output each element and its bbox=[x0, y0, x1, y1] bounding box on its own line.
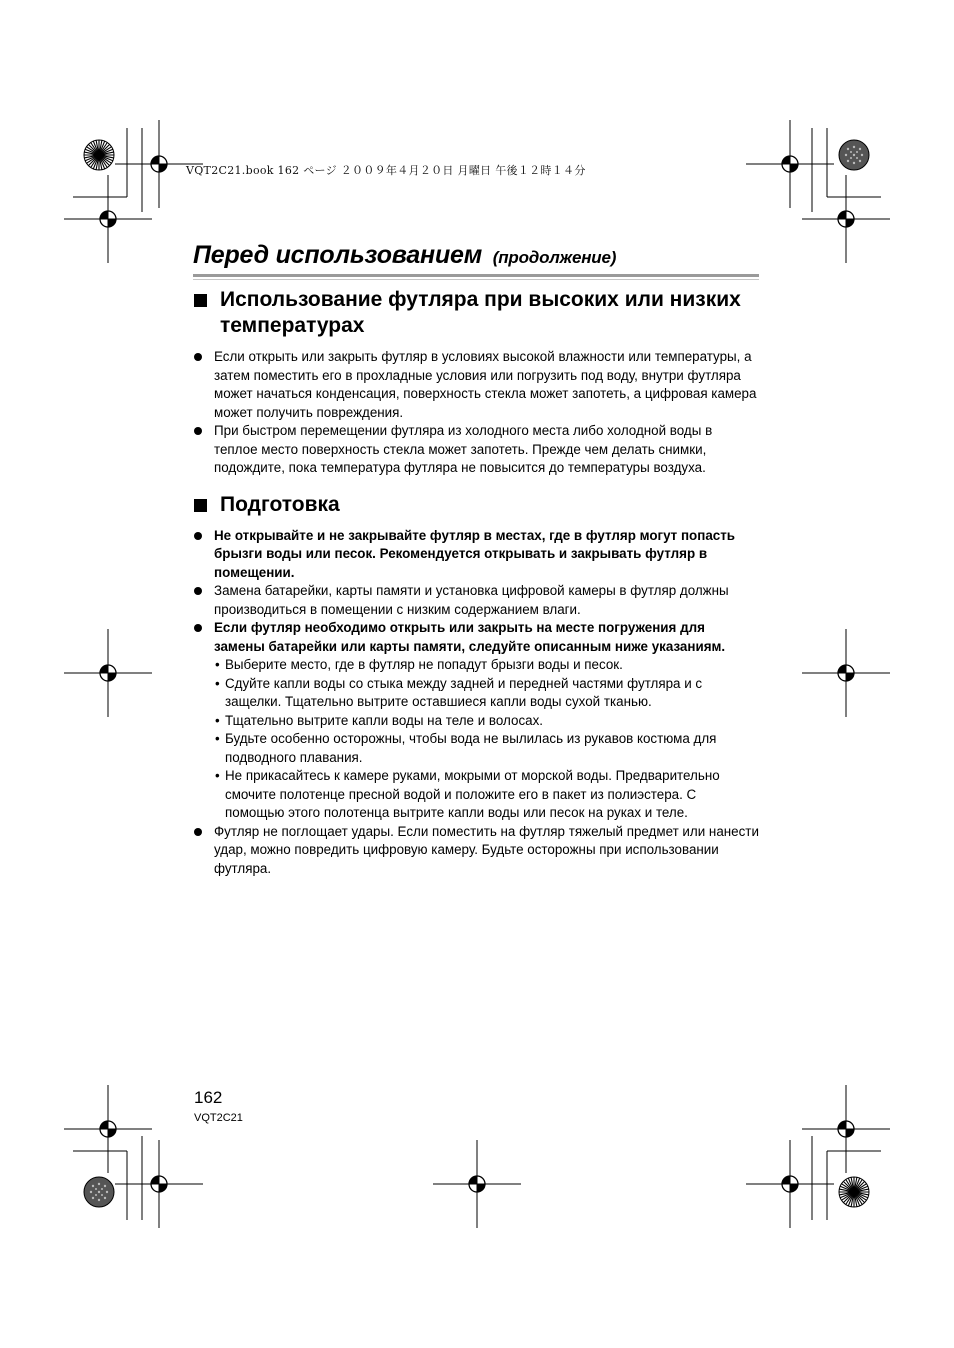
list-item bbox=[193, 422, 759, 478]
sub-list-item bbox=[214, 730, 759, 767]
print-header: VQT2C21.book 162 ページ ２００９年４月２０日 月曜日 午後１２時１４分 bbox=[186, 164, 586, 177]
square-bullet-icon bbox=[194, 499, 207, 512]
sub-list-item-text: Будьте особенно осторожны, чтобы вода не вылилась из рукавов костюма для подводного плавания. bbox=[225, 731, 717, 765]
title-rule bbox=[193, 274, 759, 277]
sub-list-item-text: Выберите место, где в футляр не попадут брызги воды и песок. bbox=[225, 657, 623, 672]
list-item bbox=[193, 527, 759, 583]
bullet-icon bbox=[194, 828, 202, 836]
sub-list-item-text: Тщательно вытрите капли воды на теле и волосах. bbox=[225, 712, 543, 728]
section-heading-preparation bbox=[193, 492, 759, 518]
title-rule-thin bbox=[193, 279, 759, 280]
page-title-suffix: (продолжение) bbox=[492, 248, 617, 267]
document-code: VQT2C21 bbox=[194, 1112, 243, 1124]
bullet-icon bbox=[194, 532, 202, 540]
bullet-icon bbox=[194, 353, 202, 361]
section-heading-text: Подготовка bbox=[220, 492, 340, 516]
bullet-icon bbox=[194, 587, 202, 595]
list-item-text: При быстром перемещении футляра из холодного места либо холодной воды в теплое место поверхность стекла может запотеть. Прежде чем делать снимки, подождите, пока температура футляра не повысится до температуры воздуха. bbox=[214, 423, 713, 475]
sub-list bbox=[214, 656, 759, 823]
list-item-text: Футляр не поглощает удары. Если поместить на футляр тяжелый предмет или нанести удар, можно повредить цифровую камеру. Будьте осторожны при использовании футляра. bbox=[214, 823, 759, 876]
temperature-list bbox=[193, 348, 759, 478]
sub-list-item bbox=[214, 712, 759, 731]
square-bullet-icon bbox=[194, 294, 207, 307]
list-item bbox=[193, 823, 759, 879]
list-item bbox=[193, 348, 759, 422]
section-heading-text: Использование футляра при высоких или низких температурах bbox=[220, 288, 741, 337]
sub-list-item bbox=[214, 656, 759, 675]
sub-bullet-icon: • bbox=[215, 657, 220, 672]
list-item-text: Если открыть или закрыть футляр в условиях высокой влажности или температуры, а затем поместить его в прохладные условия или погрузить под воду, внутри футляра может начаться конденсация, поверхность стекла может запотеть, а цифровая камера может получить повреждения. bbox=[214, 349, 757, 420]
sub-list-item-text: Не прикасайтесь к камере руками, мокрыми от морской воды. Предварительно смочите полотенце пресной водой и положите его в пакет из полиэстера. С помощью этого полотенца вытрите капли воды или песок на руках и теле. bbox=[225, 768, 720, 820]
preparation-list bbox=[193, 527, 759, 879]
sub-list-item bbox=[214, 767, 759, 823]
sub-bullet-icon: • bbox=[215, 675, 220, 691]
list-item-text: Если футляр необходимо открыть или закрыть на месте погружения для замены батарейки или карты памяти, следуйте описанным ниже указаниям. bbox=[214, 620, 726, 654]
sub-bullet-icon: • bbox=[215, 712, 220, 728]
sub-bullet-icon: • bbox=[215, 768, 220, 783]
page-number: 162 bbox=[194, 1088, 223, 1107]
page-title-main: Перед использованием bbox=[193, 241, 483, 269]
page-title bbox=[193, 241, 616, 270]
sub-list-item bbox=[214, 675, 759, 712]
list-item bbox=[193, 619, 759, 823]
sub-bullet-icon: • bbox=[215, 731, 220, 746]
bullet-icon bbox=[194, 624, 202, 632]
section-heading-temperature bbox=[193, 287, 759, 339]
list-item-text: Не открывайте и не закрывайте футляр в местах, где в футляр могут попасть брызги воды или песок. Рекомендуется открывать и закрывать футляр в помещении. bbox=[214, 527, 736, 580]
list-item-text: Замена батарейки, карты памяти и установка цифровой камеры в футляр должны производиться в помещении с низким содержанием влаги. bbox=[214, 583, 729, 617]
main-content bbox=[193, 284, 759, 878]
list-item bbox=[193, 582, 759, 619]
sub-list-item-text: Сдуйте капли воды со стыка между задней и передней частями футляра и с защелки. Тщательно вытрите оставшиеся капли воды сухой тканью. bbox=[225, 675, 703, 709]
bullet-icon bbox=[194, 427, 202, 435]
